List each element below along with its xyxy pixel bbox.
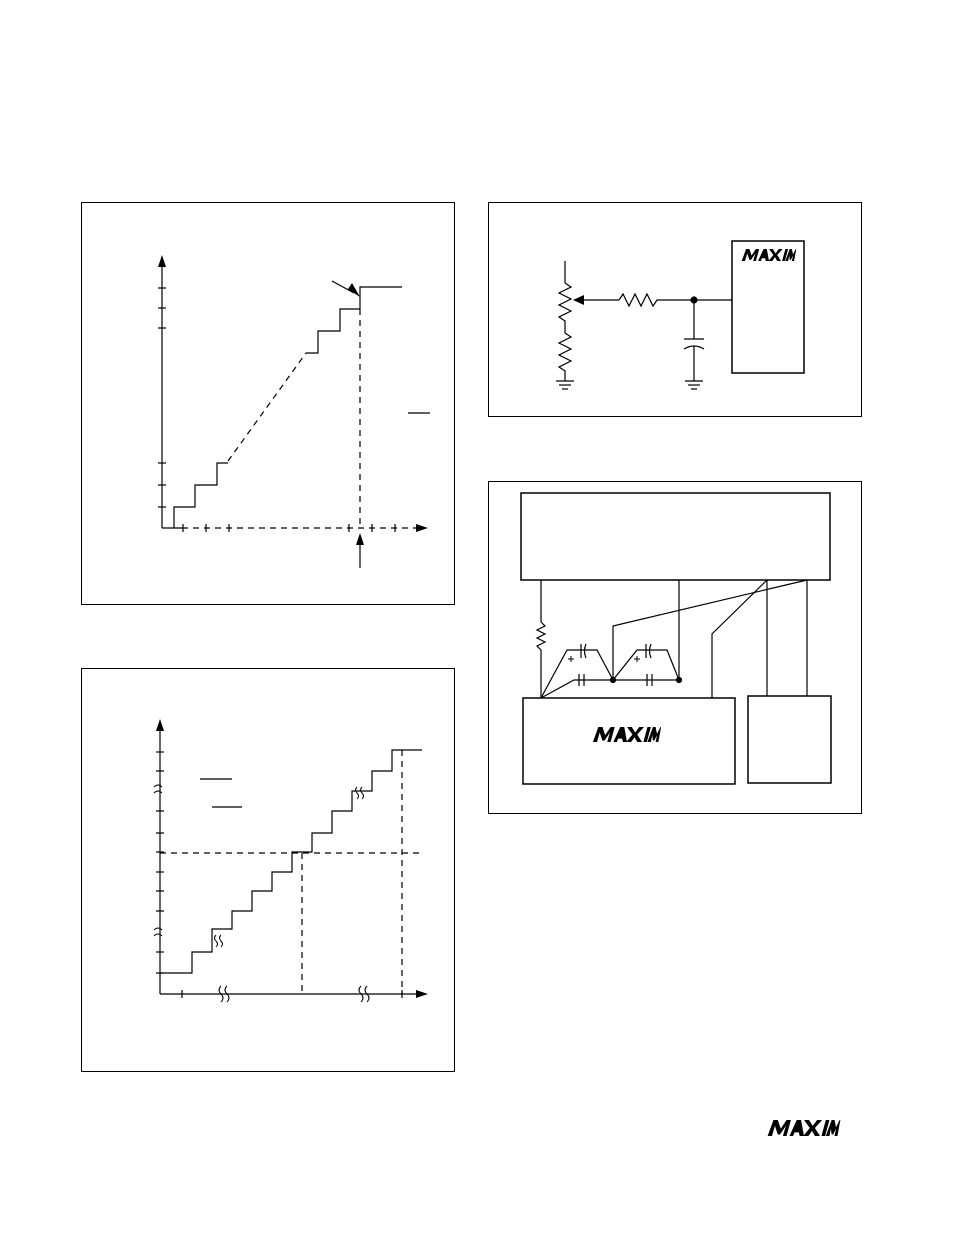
lower-resistor	[559, 333, 571, 381]
grounding-schematic	[489, 482, 863, 815]
staircase-upper	[306, 287, 402, 353]
transfer-plot-bipolar	[82, 669, 456, 1073]
potentiometer	[559, 283, 571, 333]
maxim-footer-logo	[750, 1120, 858, 1136]
staircase-lower	[174, 463, 228, 528]
y-axis-arrow	[158, 255, 166, 267]
power-supply-box	[521, 493, 830, 580]
input-filter-panel	[488, 202, 862, 417]
transfer-function-panel-top	[81, 202, 455, 605]
maxim-chip-logo-small	[741, 249, 797, 261]
input-filter-schematic	[489, 203, 863, 418]
transfer-plot-unipolar	[82, 203, 456, 606]
maxim-chip-logo	[577, 727, 677, 742]
transfer-function-panel-bottom	[81, 668, 455, 1072]
power-grounding-panel	[488, 481, 862, 814]
digital-circuit-box	[748, 696, 831, 783]
x-axis-arrow	[416, 524, 428, 532]
series-resistor	[619, 294, 694, 306]
